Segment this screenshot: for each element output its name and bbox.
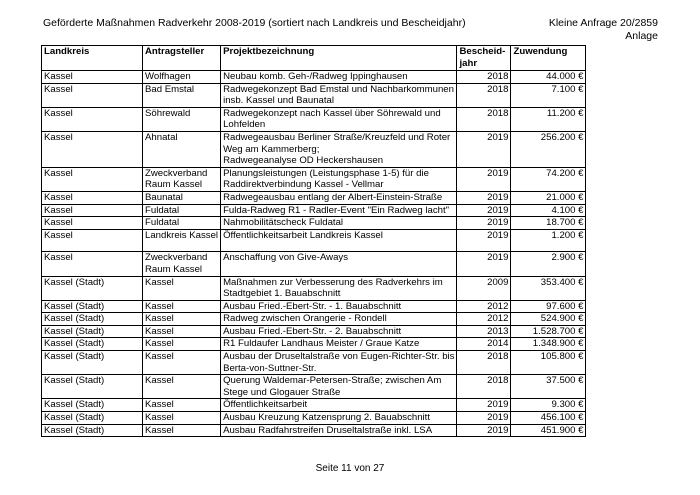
cell-zuwendung: 74.200 € (511, 167, 586, 191)
cell-antragsteller (143, 300, 221, 313)
cell-antragsteller (143, 424, 221, 437)
projekt-line: Radwegeanalyse OD Heckershausen (223, 155, 384, 167)
cell-zuwendung: 451.900 € (511, 424, 586, 437)
table-row (42, 399, 586, 412)
antragsteller-line: Ahnatal (145, 131, 178, 143)
antragsteller-line: Kassel (145, 375, 174, 387)
projekt-line: Neubau komb. Geh-/Radweg Ippinghausen (223, 71, 408, 82)
cell-landkreis: Kassel (42, 131, 143, 167)
projekt-line: Öffentlichkeitsarbeit (223, 399, 308, 411)
cell-zuwendung: 21.000 € (511, 191, 586, 204)
col-header-zuwendung: Zuwendung (511, 46, 586, 71)
cell-projekt (221, 71, 457, 84)
cell-zuwendung: 353.400 € (511, 276, 586, 300)
cell-jahr: 2019 (457, 204, 511, 217)
col-header-antragsteller: Antragsteller (143, 46, 221, 71)
cell-jahr: 2019 (457, 191, 511, 204)
cell-landkreis: Kassel (42, 107, 143, 131)
cell-zuwendung: 37.500 € (511, 375, 586, 399)
projekt-line: Ausbau Fried.-Ebert-Str. - 2. Bauabschnitt (223, 325, 402, 337)
cell-jahr: 2019 (457, 131, 511, 167)
projekt-line: Radweg zwischen Orangerie - Rondell (223, 313, 387, 325)
table-header-row (42, 46, 586, 71)
table-body (42, 71, 586, 437)
table-row (42, 167, 586, 191)
cell-projekt (221, 412, 457, 425)
cell-jahr: 2012 (457, 313, 511, 326)
table-row (42, 107, 586, 131)
spacer (223, 241, 454, 251)
antragsteller-line: Kassel (145, 276, 174, 288)
table-row (42, 204, 586, 217)
cell-jahr: 2009 (457, 276, 511, 300)
cell-zuwendung: 456.100 € (511, 412, 586, 425)
reference-block (549, 17, 658, 43)
cell-antragsteller (143, 399, 221, 412)
cell-antragsteller (143, 351, 221, 375)
projekt-line: Ausbau Radfahrstreifen Druseltalstraße inkl. LSA (223, 424, 433, 436)
antragsteller-line: Kassel (145, 300, 174, 312)
table-row (42, 313, 586, 326)
cell-landkreis: Kassel (42, 191, 143, 204)
projekt-line: Maßnahmen zur Verbesserung des Radverkehrs im (223, 276, 443, 288)
cell-landkreis: Kassel (42, 252, 143, 276)
table-row (42, 351, 586, 375)
cell-zuwendung: 1.200 € (511, 229, 586, 252)
cell-zuwendung: 2.900 € (511, 252, 586, 276)
table-row (42, 252, 586, 276)
antragsteller-line: Wolfhagen (145, 71, 191, 82)
antragsteller-line: Raum Kassel (145, 263, 203, 275)
antragsteller-line: Kassel (145, 399, 174, 411)
antragsteller-line: Fuldatal (145, 217, 180, 229)
cell-jahr: 2018 (457, 71, 511, 84)
cell-antragsteller (143, 252, 221, 276)
cell-landkreis: Kassel (42, 204, 143, 217)
cell-landkreis: Kassel (Stadt) (42, 276, 143, 300)
cell-landkreis: Kassel (42, 167, 143, 191)
document-title: Geförderte Maßnahmen Radverkehr 2008-2019 (sortiert nach Landkreis und Bescheidjahr) (43, 17, 466, 29)
cell-antragsteller (143, 167, 221, 191)
cell-antragsteller (143, 338, 221, 351)
cell-landkreis: Kassel (Stadt) (42, 375, 143, 399)
cell-projekt (221, 276, 457, 300)
cell-zuwendung: 11.200 € (511, 107, 586, 131)
cell-projekt (221, 399, 457, 412)
projekt-line: Querung Waldemar-Petersen-Straße; zwischen Am (223, 375, 442, 387)
table-row (42, 83, 586, 107)
cell-jahr: 2019 (457, 399, 511, 412)
cell-jahr: 2012 (457, 300, 511, 313)
cell-zuwendung: 9.300 € (511, 399, 586, 412)
table-row (42, 131, 586, 167)
cell-projekt (221, 167, 457, 191)
table-row (42, 217, 586, 230)
col-header-jahr-line2: jahr (459, 57, 478, 69)
antragsteller-line: Kassel (145, 313, 174, 325)
cell-landkreis: Kassel (42, 71, 143, 84)
table-row (42, 229, 586, 252)
cell-antragsteller (143, 229, 221, 252)
cell-projekt (221, 107, 457, 131)
antragsteller-line: Kassel (145, 424, 174, 436)
cell-jahr: 2018 (457, 375, 511, 399)
antragsteller-line: Landkreis Kassel (145, 229, 219, 241)
cell-jahr: 2019 (457, 424, 511, 437)
cell-landkreis: Kassel (42, 229, 143, 252)
table-row (42, 71, 586, 84)
projekt-line: Anschaffung von Give-Aways (223, 252, 349, 264)
projekt-line: Planungsleistungen (Leistungsphase 1-5) für die (223, 167, 429, 179)
antragsteller-line: Zweckverband (145, 252, 208, 264)
cell-antragsteller (143, 313, 221, 326)
projekt-line: R1 Fuldaufer Landhaus Meister / Graue Katze (223, 338, 420, 350)
cell-landkreis: Kassel (Stadt) (42, 351, 143, 375)
cell-zuwendung: 524.900 € (511, 313, 586, 326)
cell-antragsteller (143, 131, 221, 167)
cell-landkreis: Kassel (42, 83, 143, 107)
page-footer: Seite 11 von 27 (315, 463, 385, 474)
cell-projekt (221, 313, 457, 326)
cell-projekt (221, 217, 457, 230)
antragsteller-line: Raum Kassel (145, 179, 203, 191)
cell-jahr: 2019 (457, 229, 511, 252)
projekt-line: Radwegekonzept Bad Emstal und Nachbarkommunen (223, 83, 454, 95)
cell-antragsteller (143, 375, 221, 399)
cell-jahr: 2014 (457, 338, 511, 351)
annex-label: Anlage (625, 30, 658, 42)
projekt-line: Lohfelden (223, 119, 266, 131)
cell-landkreis: Kassel (Stadt) (42, 399, 143, 412)
cell-antragsteller (143, 325, 221, 338)
antragsteller-line: Kassel (145, 351, 174, 363)
antragsteller-line: Kassel (145, 325, 174, 337)
cell-jahr: 2018 (457, 107, 511, 131)
projekt-line: Fulda-Radweg R1 - Radler-Event "Ein Radweg lacht" (223, 204, 450, 216)
projekt-line: Berta-von-Suttner-Str. (223, 362, 317, 374)
cell-zuwendung: 18.700 € (511, 217, 586, 230)
cell-landkreis: Kassel (Stadt) (42, 300, 143, 313)
projekt-line: insb. Kassel und Baunatal (223, 95, 334, 107)
table-row (42, 325, 586, 338)
col-header-jahr-line1: Bescheid- (459, 46, 506, 57)
cell-landkreis: Kassel (Stadt) (42, 338, 143, 351)
projekt-line: Raddirektverbindung Kassel - Vellmar (223, 179, 384, 191)
cell-landkreis: Kassel (Stadt) (42, 424, 143, 437)
cell-antragsteller (143, 71, 221, 84)
cell-antragsteller (143, 276, 221, 300)
table-row (42, 424, 586, 437)
cell-zuwendung: 1.348.900 € (511, 338, 586, 351)
cell-zuwendung: 105.800 € (511, 351, 586, 375)
projekt-line: Ausbau Kreuzung Katzensprung 2. Bauabschnitt (223, 412, 431, 424)
cell-antragsteller (143, 412, 221, 425)
cell-jahr: 2019 (457, 252, 511, 276)
projekt-line: Nahmobilitätscheck Fuldatal (223, 217, 344, 229)
col-header-projekt: Projektbezeichnung (221, 46, 457, 71)
projekt-line: Stadtgebiet 1. Bauabschnitt (223, 288, 341, 300)
antragsteller-line: Fuldatal (145, 204, 180, 216)
cell-zuwendung: 7.100 € (511, 83, 586, 107)
cell-projekt (221, 375, 457, 399)
cell-projekt (221, 191, 457, 204)
cell-projekt (221, 131, 457, 167)
cell-projekt (221, 229, 457, 252)
cell-landkreis: Kassel (42, 217, 143, 230)
antragsteller-line: Zweckverband (145, 167, 208, 179)
projekt-line: Ausbau der Druseltalstraße von Eugen-Richter-Str. bis (223, 351, 455, 363)
projekt-line: Ausbau Fried.-Ebert-Str. - 1. Bauabschnitt (223, 300, 402, 312)
antragsteller-line: Baunatal (145, 191, 183, 203)
projekt-line: Stege und Glogauer Straße (223, 386, 341, 398)
table-row (42, 276, 586, 300)
cell-projekt (221, 83, 457, 107)
cell-zuwendung: 256.200 € (511, 131, 586, 167)
table-row (42, 338, 586, 351)
cell-zuwendung: 1.528.700 € (511, 325, 586, 338)
projekt-line: Radwegeausbau entlang der Albert-Einstein-Straße (223, 191, 443, 203)
cell-jahr: 2013 (457, 325, 511, 338)
cell-projekt (221, 325, 457, 338)
cell-zuwendung: 97.600 € (511, 300, 586, 313)
funding-table (41, 45, 586, 437)
cell-jahr: 2019 (457, 167, 511, 191)
cell-zuwendung: 4.100 € (511, 204, 586, 217)
cell-zuwendung: 44.000 € (511, 71, 586, 84)
cell-projekt (221, 338, 457, 351)
cell-landkreis: Kassel (Stadt) (42, 313, 143, 326)
projekt-line: Radwegeausbau Berliner Straße/Kreuzfeld und Roter (223, 131, 451, 143)
cell-projekt (221, 252, 457, 276)
col-header-jahr (457, 46, 511, 71)
antragsteller-line: Söhrewald (145, 107, 191, 119)
projekt-line: Weg am Kammerberg; (223, 143, 320, 155)
cell-landkreis: Kassel (Stadt) (42, 325, 143, 338)
reference-line: Kleine Anfrage 20/2859 (548, 17, 658, 29)
cell-antragsteller (143, 191, 221, 204)
table-row (42, 375, 586, 399)
cell-antragsteller (143, 204, 221, 217)
antragsteller-line: Kassel (145, 338, 174, 350)
table-row (42, 300, 586, 313)
cell-projekt (221, 204, 457, 217)
cell-antragsteller (143, 107, 221, 131)
table-row (42, 191, 586, 204)
cell-projekt (221, 351, 457, 375)
cell-antragsteller (143, 217, 221, 230)
antragsteller-line: Kassel (145, 412, 174, 424)
cell-projekt (221, 300, 457, 313)
table-row (42, 412, 586, 425)
cell-jahr: 2018 (457, 351, 511, 375)
cell-jahr: 2019 (457, 217, 511, 230)
cell-jahr: 2019 (457, 412, 511, 425)
cell-jahr: 2018 (457, 83, 511, 107)
cell-projekt (221, 424, 457, 437)
antragsteller-line: Bad Emstal (145, 83, 195, 95)
projekt-line: Öffentlichkeitsarbeit Landkreis Kassel (223, 229, 383, 241)
cell-landkreis: Kassel (Stadt) (42, 412, 143, 425)
cell-antragsteller (143, 83, 221, 107)
projekt-line: Radwegekonzept nach Kassel über Söhrewald und (223, 107, 441, 119)
col-header-landkreis: Landkreis (42, 46, 143, 71)
